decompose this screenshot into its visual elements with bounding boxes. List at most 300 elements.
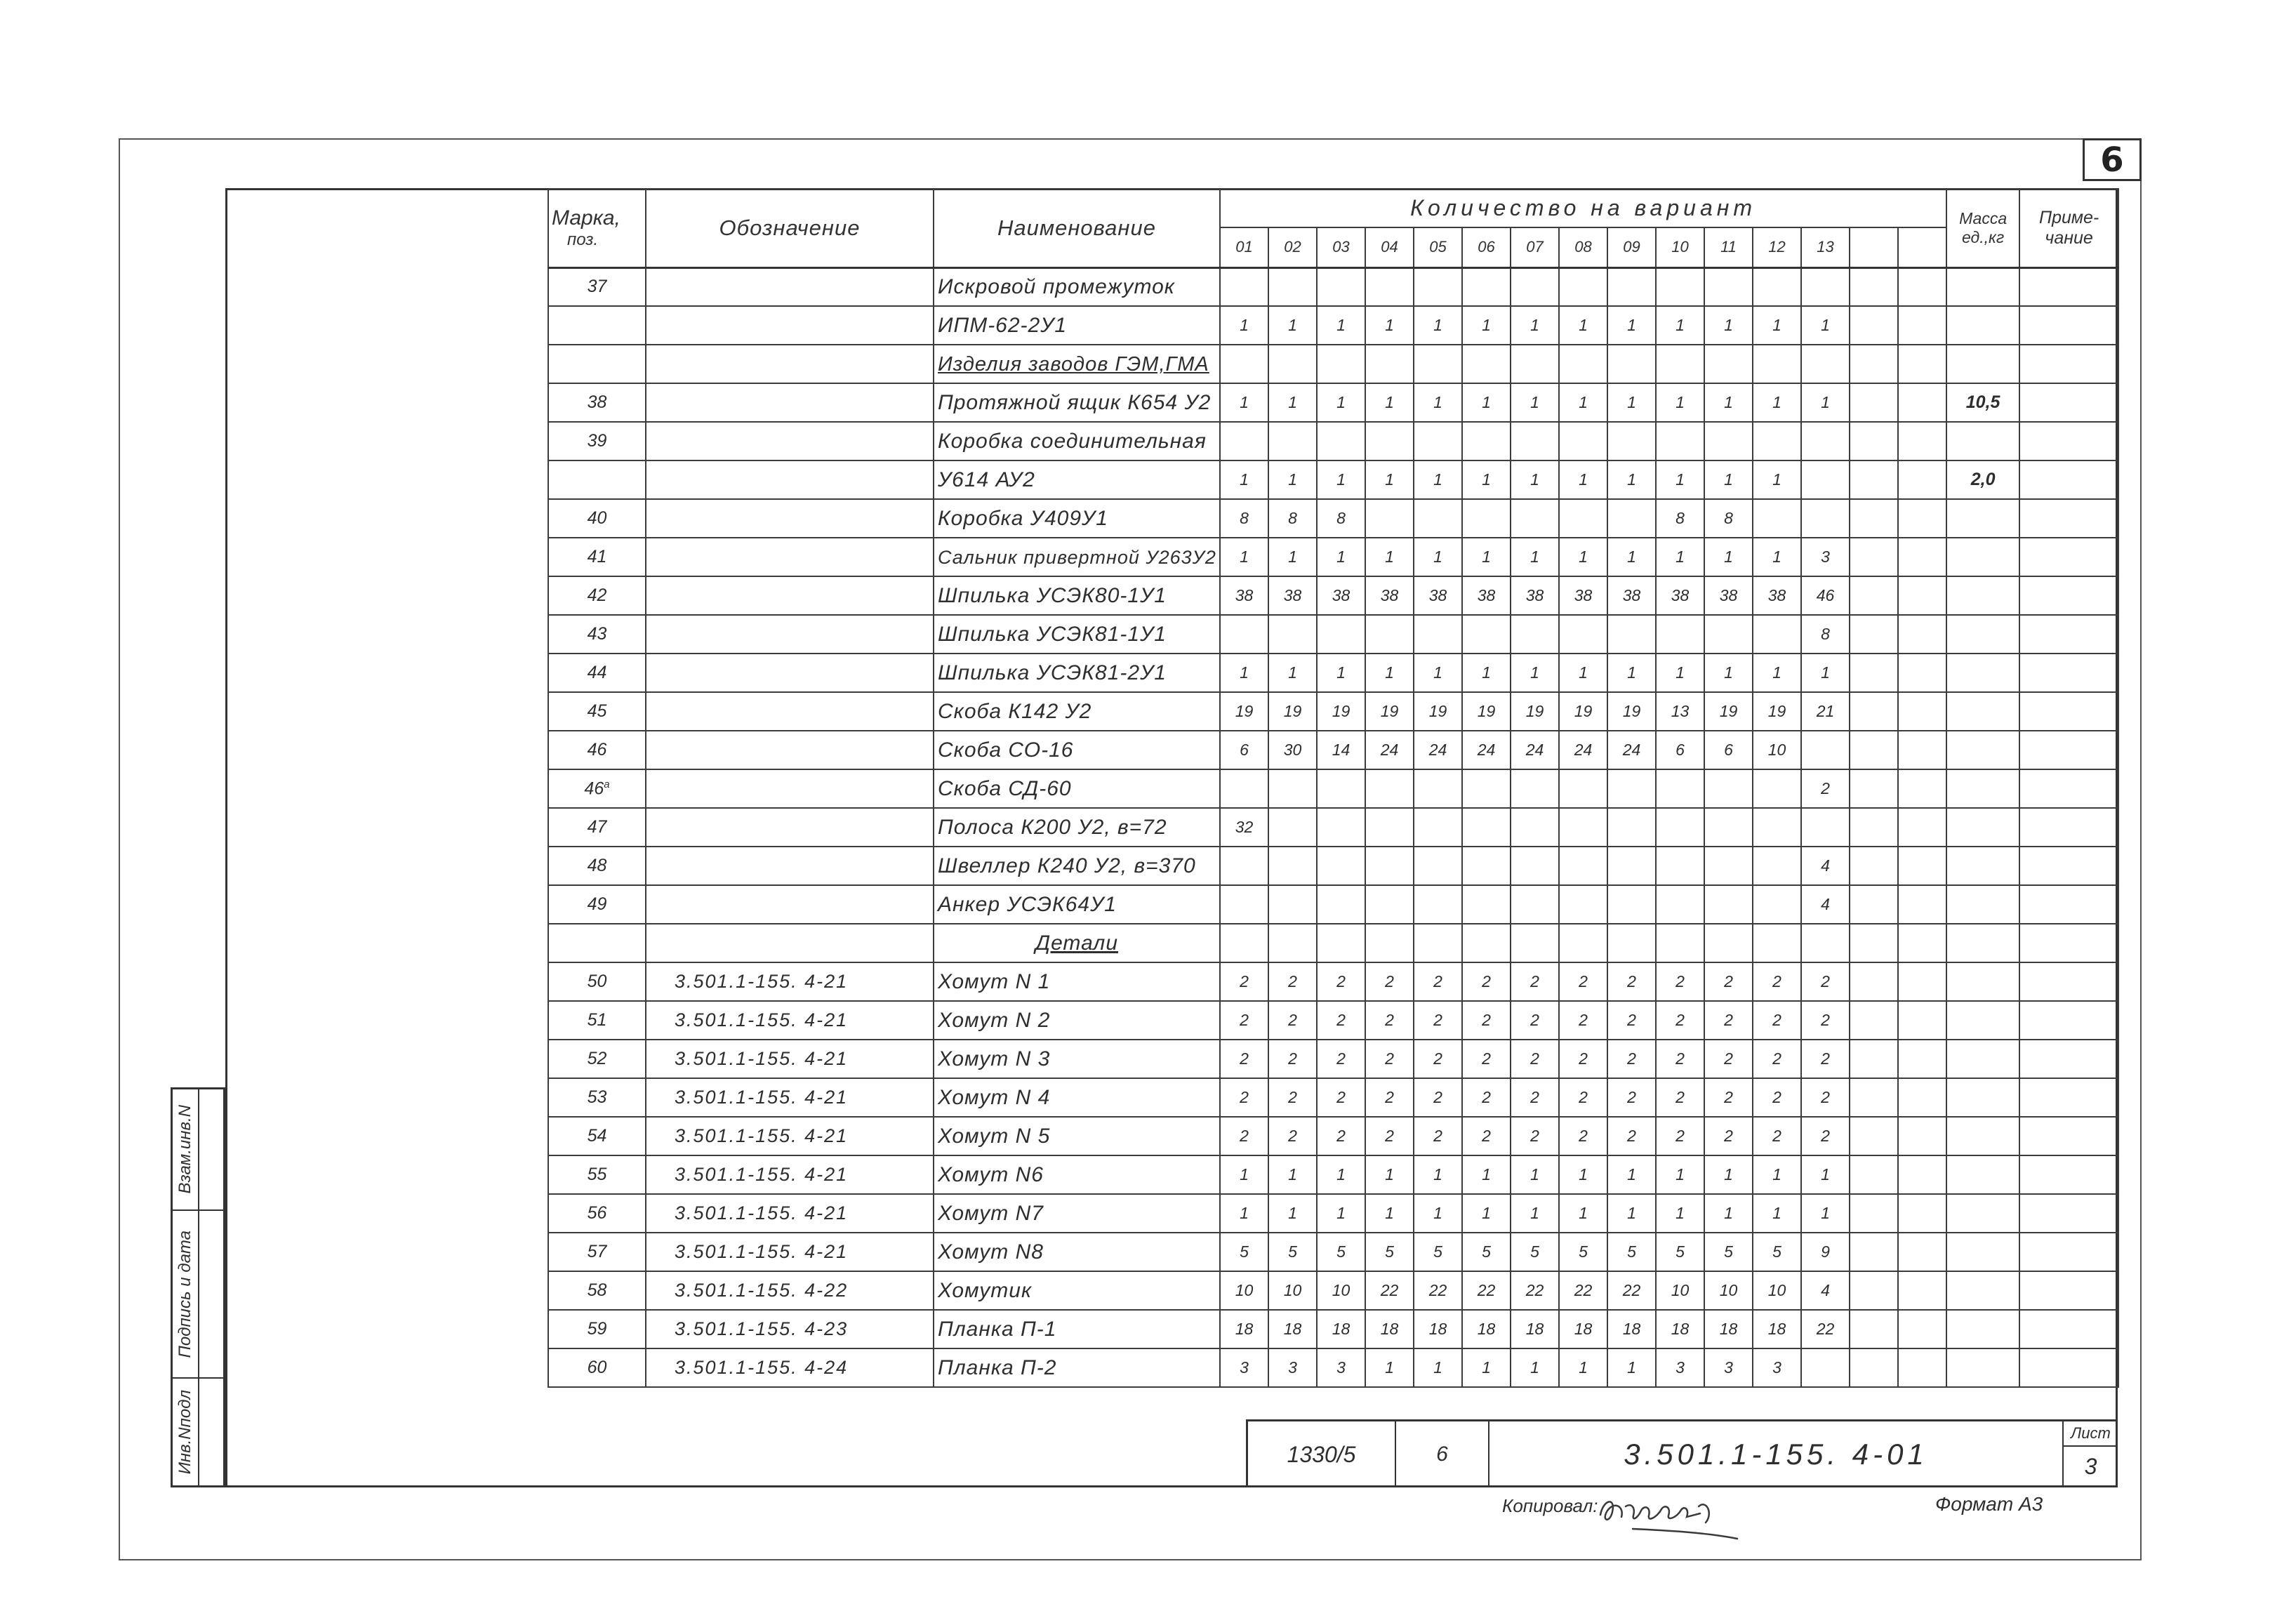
quantity-cell-blank (1898, 769, 1946, 808)
mark-cell (548, 808, 646, 847)
designation-cell (646, 731, 934, 769)
mark-cell (548, 847, 646, 885)
quantity-cell: 38 (1559, 576, 1607, 615)
quantity-cell-blank (1850, 615, 1898, 654)
name-value: Скоба СД-60 (938, 776, 1072, 800)
quantity-cell: 32 (1220, 808, 1268, 847)
designation-cell: 3.501.1-155. 4-21 (646, 1117, 934, 1155)
quantity-cell: 1 (1220, 654, 1268, 692)
name-cell (934, 924, 1220, 962)
quantity-cell: 5 (1753, 1233, 1801, 1271)
quantity-cell: 1 (1365, 383, 1414, 422)
quantity-cell: 1 (1317, 1194, 1365, 1233)
sheet-label: Лист (2064, 1421, 2118, 1447)
quantity-cell: 2 (1462, 1040, 1511, 1078)
name-cell (934, 962, 1220, 1001)
quantity-cell: 2 (1511, 1117, 1559, 1155)
mass-cell (1946, 1078, 2019, 1117)
quantity-cell: 6 (1220, 731, 1268, 769)
mass-cell (1946, 1233, 2019, 1271)
quantity-cell-blank (1850, 808, 1898, 847)
quantity-cell: 1 (1801, 654, 1850, 692)
table-row (548, 1310, 2118, 1348)
quantity-cell: 1 (1801, 383, 1850, 422)
quantity-cell: 2 (1607, 1040, 1656, 1078)
designation-cell: 3.501.1-155. 4-21 (646, 1001, 934, 1040)
table-row (548, 1271, 2118, 1310)
note-cell (2019, 345, 2118, 383)
quantity-cell: 8 (1801, 615, 1850, 654)
designation-cell (646, 654, 934, 692)
note-cell (2019, 962, 2118, 1001)
quantity-cell-blank (1898, 383, 1946, 422)
quantity-cell (1704, 924, 1753, 962)
mass-cell (1946, 615, 2019, 654)
quantity-cell: 1 (1365, 654, 1414, 692)
quantity-cell (1462, 499, 1511, 538)
mark-value: 46 (587, 740, 607, 760)
quantity-cell: 1 (1220, 383, 1268, 422)
quantity-cell (1462, 808, 1511, 847)
quantity-cell (1317, 345, 1365, 383)
quantity-cell (1365, 267, 1414, 306)
mass-header (1946, 189, 2019, 267)
name-cell (934, 1233, 1220, 1271)
quantity-cell (1414, 422, 1462, 460)
stamp-divider (198, 1089, 199, 1485)
mass-cell (1946, 306, 2019, 345)
mass-cell (1946, 345, 2019, 383)
quantity-cell-blank (1850, 1001, 1898, 1040)
quantity-cell: 1 (1704, 1155, 1753, 1194)
note-header-line1: Приме- (2038, 207, 2099, 227)
quantity-cell: 1 (1220, 1155, 1268, 1194)
table-row (548, 1194, 2118, 1233)
mark-cell (548, 1271, 646, 1310)
quantity-cell: 2 (1268, 1001, 1317, 1040)
quantity-cell: 1 (1656, 654, 1704, 692)
mass-cell (1946, 924, 2019, 962)
note-cell (2019, 692, 2118, 731)
quantity-cell: 1 (1559, 306, 1607, 345)
note-header (2019, 189, 2118, 267)
quantity-cell: 2 (1656, 1001, 1704, 1040)
name-value: Хомут N 1 (938, 969, 1051, 993)
quantity-cell: 18 (1268, 1310, 1317, 1348)
quantity-cell: 1 (1704, 460, 1753, 499)
quantity-cell: 18 (1462, 1310, 1511, 1348)
quantity-cell (1414, 885, 1462, 924)
mass-cell (1946, 422, 2019, 460)
quantity-cell: 1 (1704, 306, 1753, 345)
quantity-cell: 2 (1801, 1001, 1850, 1040)
quantity-cell: 38 (1317, 576, 1365, 615)
quantity-cell-blank (1898, 306, 1946, 345)
name-cell (934, 576, 1220, 615)
quantity-cell: 2 (1559, 1117, 1607, 1155)
quantity-cell: 3 (1656, 1348, 1704, 1387)
quantity-cell (1462, 847, 1511, 885)
variant-header: 07 (1511, 227, 1559, 267)
quantity-cell (1704, 267, 1753, 306)
note-cell (2019, 1040, 2118, 1078)
quantity-cell (1704, 885, 1753, 924)
mark-cell (548, 1233, 646, 1271)
quantity-cell: 18 (1656, 1310, 1704, 1348)
quantity-cell (1704, 847, 1753, 885)
quantity-cell (1559, 267, 1607, 306)
quantity-cell (1559, 885, 1607, 924)
name-value: Хомут N 5 (938, 1124, 1051, 1148)
quantity-cell: 1 (1704, 538, 1753, 576)
quantity-cell (1607, 422, 1656, 460)
name-value: Скоба СО-16 (938, 738, 1074, 762)
quantity-cell-blank (1850, 1271, 1898, 1310)
quantity-cell (1511, 422, 1559, 460)
name-value: ИПМ-62-2У1 (938, 313, 1068, 337)
quantity-cell (1753, 769, 1801, 808)
quantity-cell: 1 (1607, 1348, 1656, 1387)
sheet-cell (2064, 1421, 2118, 1487)
quantity-cell (1220, 615, 1268, 654)
variant-header: 03 (1317, 227, 1365, 267)
quantity-cell: 1 (1656, 383, 1704, 422)
quantity-cell: 2 (1511, 1040, 1559, 1078)
quantity-header: Количество на вариант (1220, 189, 1946, 227)
name-value: Хомут N 4 (938, 1085, 1051, 1109)
quantity-cell: 2 (1656, 1040, 1704, 1078)
quantity-cell: 22 (1559, 1271, 1607, 1310)
quantity-cell: 1 (1656, 538, 1704, 576)
quantity-cell: 8 (1268, 499, 1317, 538)
quantity-cell (1656, 885, 1704, 924)
quantity-cell: 2 (1268, 1078, 1317, 1117)
quantity-cell: 3 (1801, 538, 1850, 576)
quantity-cell: 2 (1220, 1001, 1268, 1040)
mass-cell (1946, 654, 2019, 692)
table-row (548, 422, 2118, 460)
revision-number: 6 (1396, 1421, 1489, 1487)
quantity-cell (1704, 808, 1753, 847)
designation-cell (646, 692, 934, 731)
quantity-cell: 2 (1559, 1078, 1607, 1117)
quantity-cell (1656, 847, 1704, 885)
quantity-cell (1801, 267, 1850, 306)
quantity-cell: 3 (1753, 1348, 1801, 1387)
quantity-cell: 2 (1317, 962, 1365, 1001)
quantity-cell (1559, 769, 1607, 808)
name-value: Шпилька УСЭК80-1У1 (938, 583, 1167, 607)
quantity-cell: 10 (1753, 1271, 1801, 1310)
mark-cell (548, 538, 646, 576)
mark-cell (548, 731, 646, 769)
quantity-cell: 19 (1559, 692, 1607, 731)
quantity-cell (1559, 422, 1607, 460)
quantity-cell: 19 (1753, 692, 1801, 731)
quantity-cell (1365, 808, 1414, 847)
quantity-cell: 1 (1607, 538, 1656, 576)
quantity-cell-blank (1850, 345, 1898, 383)
quantity-cell: 24 (1607, 731, 1656, 769)
quantity-cell-blank (1898, 924, 1946, 962)
quantity-cell-blank (1898, 1078, 1946, 1117)
designation-cell: 3.501.1-155. 4-21 (646, 1194, 934, 1233)
quantity-cell (1607, 808, 1656, 847)
designation-header: Обозначение (646, 189, 934, 267)
quantity-cell (1462, 615, 1511, 654)
quantity-cell: 2 (1656, 1078, 1704, 1117)
quantity-cell: 1 (1511, 1155, 1559, 1194)
quantity-cell: 1 (1656, 1155, 1704, 1194)
table-row (548, 1001, 2118, 1040)
quantity-cell-blank (1850, 538, 1898, 576)
quantity-cell: 1 (1462, 1194, 1511, 1233)
mass-cell (1946, 1040, 2019, 1078)
mark-value: 47 (587, 817, 607, 837)
quantity-cell: 5 (1656, 1233, 1704, 1271)
stamp-signature-date-cell (173, 1211, 198, 1377)
quantity-cell: 1 (1704, 383, 1753, 422)
quantity-cell: 3 (1268, 1348, 1317, 1387)
note-cell (2019, 1117, 2118, 1155)
note-cell (2019, 654, 2118, 692)
quantity-cell (1414, 808, 1462, 847)
mass-cell (1946, 692, 2019, 731)
header-row (548, 189, 2118, 227)
quantity-cell: 2 (1607, 1117, 1656, 1155)
mark-value: 55 (587, 1165, 607, 1184)
quantity-cell (1801, 460, 1850, 499)
mark-value: 52 (587, 1049, 607, 1068)
quantity-cell-blank (1850, 1040, 1898, 1078)
stamp-replaced-inventory-label: Взам.инв.N (175, 1105, 194, 1194)
name-cell (934, 1001, 1220, 1040)
quantity-cell-blank (1898, 1117, 1946, 1155)
quantity-cell: 5 (1220, 1233, 1268, 1271)
variant-header-blank (1898, 227, 1946, 267)
quantity-cell: 2 (1704, 1117, 1753, 1155)
quantity-cell: 2 (1607, 962, 1656, 1001)
name-cell (934, 460, 1220, 499)
mark-cell (548, 1001, 646, 1040)
quantity-cell: 18 (1753, 1310, 1801, 1348)
note-cell (2019, 383, 2118, 422)
quantity-cell (1268, 885, 1317, 924)
quantity-cell: 2 (1365, 1078, 1414, 1117)
quantity-cell: 2 (1753, 1001, 1801, 1040)
quantity-cell: 4 (1801, 885, 1850, 924)
quantity-cell (1607, 924, 1656, 962)
quantity-cell: 1 (1607, 654, 1656, 692)
quantity-cell (1656, 808, 1704, 847)
quantity-cell (1317, 808, 1365, 847)
mass-cell (1946, 576, 2019, 615)
note-cell (2019, 885, 2118, 924)
quantity-cell-blank (1898, 345, 1946, 383)
mark-cell (548, 1155, 646, 1194)
name-cell (934, 1310, 1220, 1348)
name-value: Хомут N 3 (938, 1047, 1051, 1070)
quantity-cell: 1 (1365, 306, 1414, 345)
quantity-cell: 1 (1607, 1155, 1656, 1194)
mark-cell (548, 1348, 646, 1387)
quantity-cell: 18 (1365, 1310, 1414, 1348)
quantity-cell: 1 (1365, 1348, 1414, 1387)
quantity-cell: 4 (1801, 1271, 1850, 1310)
table-row (548, 654, 2118, 692)
variant-header: 04 (1365, 227, 1414, 267)
quantity-cell-blank (1898, 267, 1946, 306)
quantity-cell (1559, 499, 1607, 538)
quantity-cell: 10 (1317, 1271, 1365, 1310)
quantity-cell: 2 (1462, 1117, 1511, 1155)
quantity-cell-blank (1850, 383, 1898, 422)
name-value: Хомут N8 (938, 1240, 1044, 1264)
note-cell (2019, 1271, 2118, 1310)
quantity-cell (1268, 345, 1317, 383)
table-row (548, 1155, 2118, 1194)
quantity-cell (1801, 499, 1850, 538)
designation-cell (646, 267, 934, 306)
mark-value: 59 (587, 1319, 607, 1339)
mass-cell (1946, 538, 2019, 576)
quantity-cell (1656, 422, 1704, 460)
quantity-cell-blank (1850, 1155, 1898, 1194)
mass-cell (1946, 1001, 2019, 1040)
name-cell (934, 1348, 1220, 1387)
quantity-cell: 19 (1365, 692, 1414, 731)
quantity-cell: 30 (1268, 731, 1317, 769)
quantity-cell: 2 (1559, 962, 1607, 1001)
stamp-original-inventory-label: Инв.Nподл (175, 1389, 194, 1475)
quantity-cell: 19 (1268, 692, 1317, 731)
quantity-cell (1801, 345, 1850, 383)
table-row (548, 692, 2118, 731)
name-cell (934, 692, 1220, 731)
note-cell (2019, 808, 2118, 847)
quantity-cell: 38 (1704, 576, 1753, 615)
name-value: Хомут N 2 (938, 1008, 1051, 1032)
quantity-cell (1753, 847, 1801, 885)
quantity-cell: 1 (1559, 1348, 1607, 1387)
quantity-cell: 2 (1365, 962, 1414, 1001)
name-value: Шпилька УСЭК81-2У1 (938, 661, 1167, 684)
name-cell (934, 1194, 1220, 1233)
quantity-cell: 1 (1462, 306, 1511, 345)
variant-header: 09 (1607, 227, 1656, 267)
quantity-cell: 18 (1317, 1310, 1365, 1348)
mark-cell (548, 345, 646, 383)
quantity-cell: 1 (1607, 1194, 1656, 1233)
quantity-cell (1753, 615, 1801, 654)
quantity-cell: 8 (1704, 499, 1753, 538)
quantity-cell: 18 (1704, 1310, 1753, 1348)
quantity-cell: 2 (1559, 1001, 1607, 1040)
table-row (548, 847, 2118, 885)
quantity-cell: 6 (1704, 731, 1753, 769)
name-cell (934, 267, 1220, 306)
quantity-cell: 1 (1220, 1194, 1268, 1233)
quantity-cell: 1 (1414, 1348, 1462, 1387)
name-cell (934, 847, 1220, 885)
quantity-cell: 2 (1220, 1078, 1268, 1117)
name-cell (934, 731, 1220, 769)
stamp-replaced-inventory-cell (173, 1089, 198, 1209)
mark-cell (548, 422, 646, 460)
designation-cell: 3.501.1-155. 4-23 (646, 1310, 934, 1348)
name-value: Хомут N7 (938, 1201, 1044, 1225)
quantity-cell (1704, 345, 1753, 383)
quantity-cell: 1 (1656, 1194, 1704, 1233)
quantity-cell: 1 (1268, 1155, 1317, 1194)
quantity-cell: 1 (1317, 306, 1365, 345)
mark-value: 41 (587, 547, 607, 566)
quantity-cell (1511, 924, 1559, 962)
quantity-cell (1414, 499, 1462, 538)
quantity-cell: 2 (1365, 1001, 1414, 1040)
quantity-cell (1220, 847, 1268, 885)
name-value: Сальник привертной У263У2 (938, 546, 1216, 568)
quantity-cell-blank (1850, 1078, 1898, 1117)
name-value: Коробка У409У1 (938, 506, 1108, 530)
quantity-cell (1414, 267, 1462, 306)
quantity-cell: 1 (1317, 383, 1365, 422)
quantity-cell (1511, 615, 1559, 654)
designation-cell (646, 769, 934, 808)
quantity-cell (1268, 808, 1317, 847)
quantity-cell (1511, 499, 1559, 538)
quantity-cell: 19 (1414, 692, 1462, 731)
mark-header (548, 189, 646, 267)
quantity-cell-blank (1898, 1155, 1946, 1194)
mass-cell (1946, 847, 2019, 885)
quantity-cell (1220, 422, 1268, 460)
quantity-cell: 2 (1317, 1117, 1365, 1155)
note-cell (2019, 538, 2118, 576)
note-cell (2019, 499, 2118, 538)
quantity-cell (1462, 267, 1511, 306)
mark-value: 60 (587, 1358, 607, 1377)
quantity-cell: 1 (1414, 654, 1462, 692)
quantity-cell: 1 (1753, 383, 1801, 422)
mass-cell (1946, 731, 2019, 769)
quantity-cell: 1 (1753, 306, 1801, 345)
quantity-cell: 38 (1462, 576, 1511, 615)
mark-value: 42 (587, 585, 607, 605)
quantity-cell-blank (1850, 460, 1898, 499)
quantity-cell (1462, 345, 1511, 383)
table-row (548, 1117, 2118, 1155)
name-cell (934, 808, 1220, 847)
table-row (548, 615, 2118, 654)
quantity-cell: 3 (1317, 1348, 1365, 1387)
quantity-cell-blank (1898, 885, 1946, 924)
quantity-cell-blank (1850, 1310, 1898, 1348)
table-row (548, 808, 2118, 847)
mass-cell (1946, 1194, 2019, 1233)
quantity-cell: 1 (1462, 654, 1511, 692)
mass-cell (1946, 1310, 2019, 1348)
quantity-cell: 38 (1607, 576, 1656, 615)
table-row (548, 1348, 2118, 1387)
quantity-cell: 5 (1462, 1233, 1511, 1271)
quantity-cell: 1 (1365, 1155, 1414, 1194)
name-value: Планка П-2 (938, 1355, 1057, 1379)
mark-cell (548, 615, 646, 654)
quantity-cell: 1 (1317, 460, 1365, 499)
title-block (1246, 1419, 2118, 1487)
quantity-cell: 2 (1801, 962, 1850, 1001)
